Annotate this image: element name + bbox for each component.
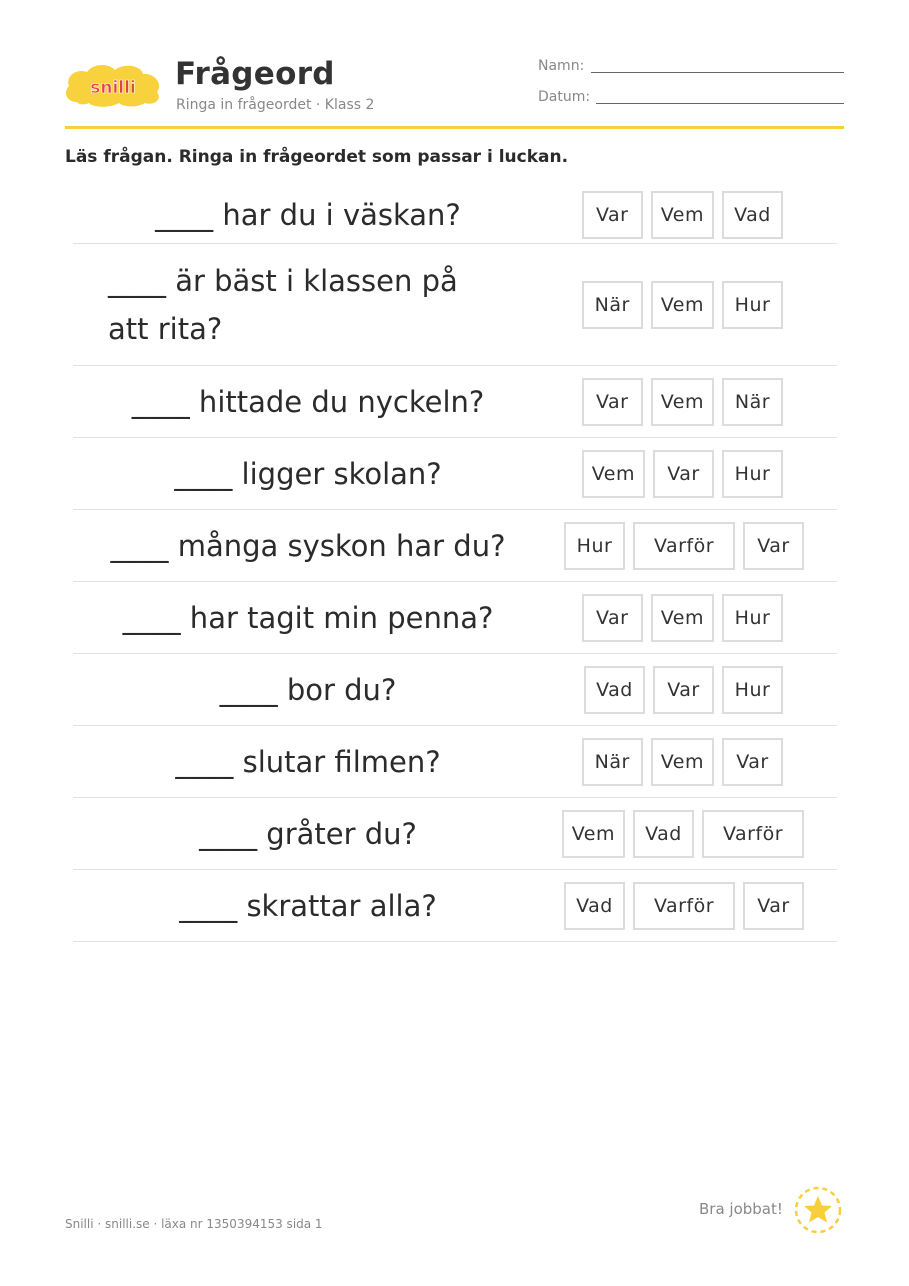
question-sentence: ____ har tagit min penna? [122,600,494,635]
answer-option[interactable]: Vem [651,281,714,329]
answer-option[interactable]: Vem [651,594,714,642]
answer-option[interactable]: Vem [651,378,714,426]
question-sentence: ____ många syskon har du? [110,528,506,563]
answer-options [582,378,783,426]
answer-option[interactable]: Var [743,522,804,570]
answer-options [564,882,804,930]
answer-options [582,594,783,642]
answer-option[interactable]: Hur [722,594,783,642]
star-badge-icon [793,1185,843,1235]
question-row [73,654,837,726]
answer-option[interactable]: När [722,378,783,426]
snilli-logo [63,62,163,108]
answer-options [564,522,804,570]
answer-options [562,810,804,858]
page-subtitle: Ringa in frågeordet · Klass 2 [176,97,375,113]
answer-options [582,281,783,329]
answer-option[interactable]: Var [653,666,714,714]
name-label: Namn: [538,58,585,74]
answer-option[interactable]: Hur [722,281,783,329]
answer-option[interactable]: Vem [562,810,625,858]
answer-option[interactable]: Var [653,450,714,498]
answer-option[interactable]: Hur [722,666,783,714]
date-field[interactable] [596,103,844,104]
answer-option[interactable]: Hur [564,522,625,570]
question-row [73,438,837,510]
question-sentence: ____ gråter du? [199,816,417,851]
question-sentence: ____ har du i väskan? [155,197,461,232]
answer-options [584,666,783,714]
question-sentence: ____ ligger skolan? [174,456,442,491]
question-sentence: ____ är bäst i klassen på att rita? [108,263,458,346]
question-sentence: ____ bor du? [219,672,397,707]
footer-info: Snilli · snilli.se · läxa nr 1350394153 sida 1 [65,1217,323,1231]
answer-options [582,191,783,239]
answer-options [582,450,783,498]
logo-text: snilli [90,78,136,98]
question-row [73,366,837,438]
question-row [73,510,837,582]
question-row [73,726,837,798]
answer-option[interactable]: Vad [564,882,625,930]
answer-option[interactable]: Varför [633,522,735,570]
answer-option[interactable]: Var [722,738,783,786]
question-list [73,186,837,942]
answer-option[interactable]: Var [582,191,643,239]
answer-option[interactable]: När [582,738,643,786]
question-sentence: ____ skrattar alla? [179,888,437,923]
question-row [73,244,837,366]
name-field[interactable] [591,72,844,73]
page-title: Frågeord [175,56,335,92]
answer-option[interactable]: Vem [651,738,714,786]
worksheet-header [0,0,909,130]
answer-option[interactable]: Var [582,378,643,426]
header-divider [65,126,844,129]
answer-option[interactable]: Vad [633,810,694,858]
answer-option[interactable]: Vad [722,191,783,239]
question-sentence: ____ slutar filmen? [175,744,441,779]
answer-option[interactable]: Vem [582,450,645,498]
answer-option[interactable]: Var [743,882,804,930]
answer-option[interactable]: Var [582,594,643,642]
question-row [73,870,837,942]
date-label: Datum: [538,89,591,105]
answer-option[interactable]: Vem [651,191,714,239]
answer-option[interactable]: Hur [722,450,783,498]
answer-option[interactable]: När [582,281,643,329]
answer-option[interactable]: Varför [702,810,804,858]
question-row [73,186,837,244]
instruction-text: Läs frågan. Ringa in frågeordet som passar i luckan. [65,147,569,167]
answer-option[interactable]: Varför [633,882,735,930]
answer-option[interactable]: Vad [584,666,645,714]
question-sentence: ____ hittade du nyckeln? [131,384,485,419]
praise-text: Bra jobbat! [699,1200,783,1218]
answer-options [582,738,783,786]
question-row [73,582,837,654]
question-row [73,798,837,870]
